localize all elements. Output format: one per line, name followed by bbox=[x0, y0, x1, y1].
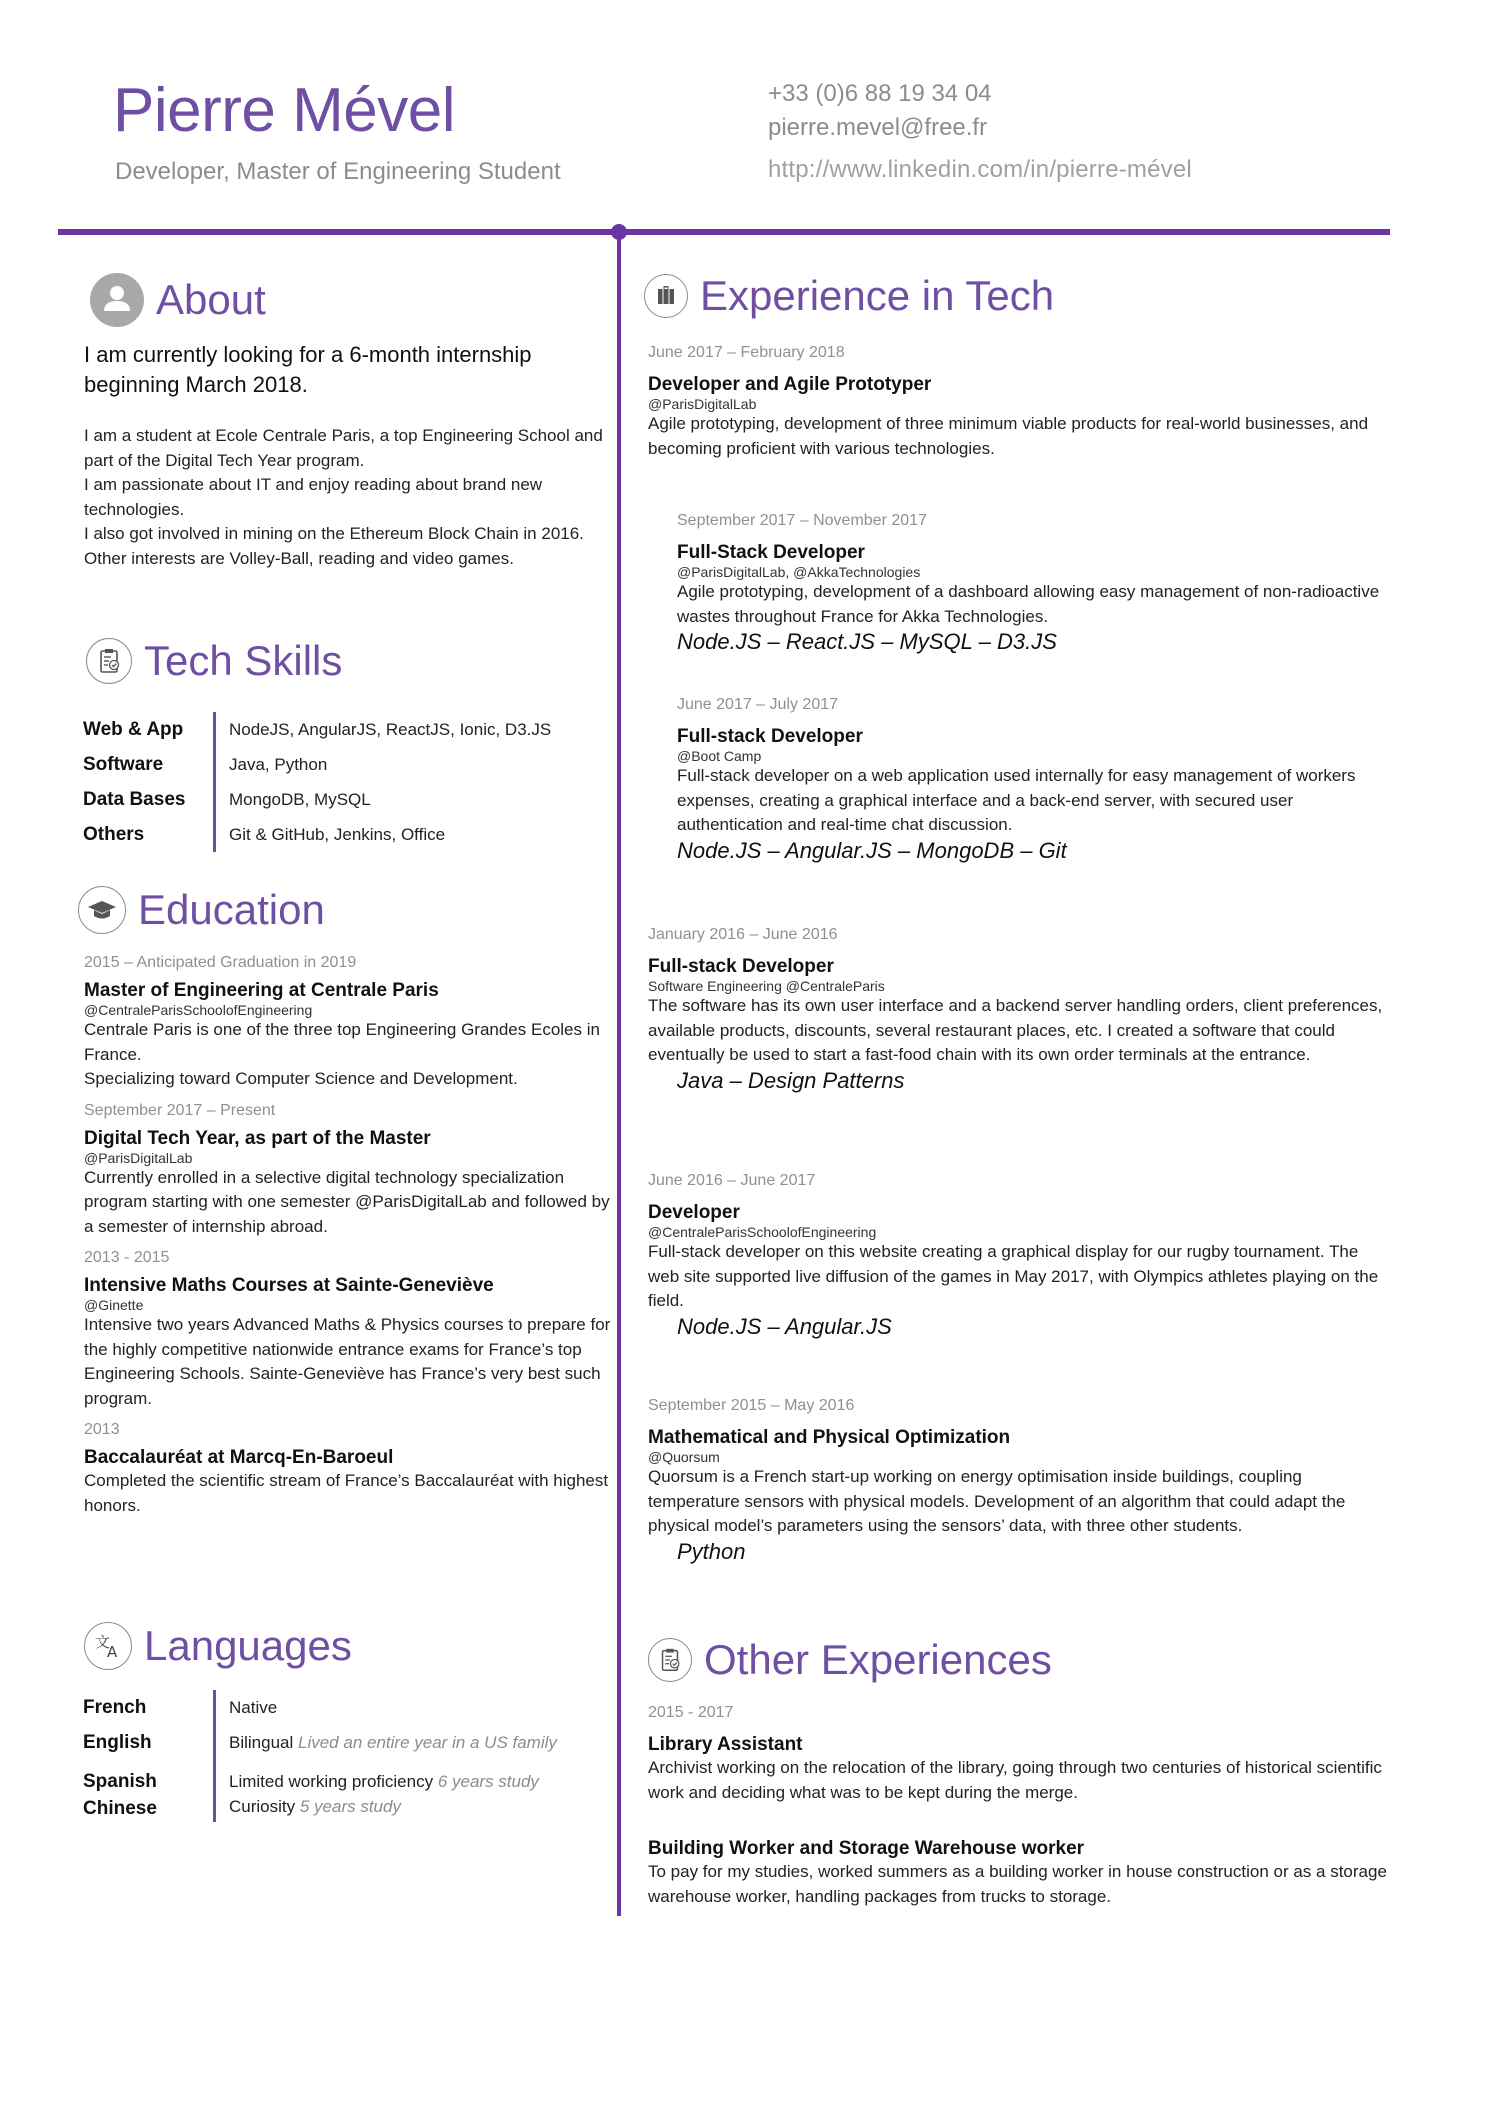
language-level-text: Native bbox=[229, 1698, 278, 1717]
education-org: @Ginette bbox=[84, 1297, 144, 1313]
experience-desc: Agile prototyping, development of a dashboard allowing easy management of non-radioactive wastes throughout France for Akka Technologies. bbox=[677, 582, 1380, 626]
education-desc: Centrale Paris is one of the three top Engineering Grandes Ecoles in France. bbox=[84, 1020, 600, 1064]
experience-desc: Full-stack developer on this website creating a graphical display for our rugby tournament. The web site supported live diffusion of the games in May 2017, with Olympics athletes playing on the field. bbox=[648, 1242, 1379, 1310]
language-note: Lived an entire year in a US family bbox=[298, 1733, 557, 1752]
experience-item bbox=[648, 1172, 1388, 1340]
experience-stack: Node.JS – Angular.JS – MongoDB – Git bbox=[677, 837, 1067, 863]
skill-value: NodeJS, AngularJS, ReactJS, Ionic, D3.JS bbox=[229, 720, 552, 739]
language-label: French bbox=[83, 1697, 147, 1718]
education-title: Education bbox=[138, 886, 325, 933]
experience-heading bbox=[644, 274, 1054, 318]
clipboard-check-icon bbox=[86, 638, 132, 684]
experience-role: Developer and Agile Prototyper bbox=[648, 374, 932, 395]
languages-bar bbox=[213, 1690, 216, 1822]
experience-org: @ParisDigitalLab bbox=[648, 396, 757, 412]
clipboard-check-icon bbox=[648, 1638, 692, 1682]
linkedin-link[interactable]: http://www.linkedin.com/in/pierre-mével bbox=[768, 156, 1192, 183]
education-desc: Specializing toward Computer Science and Development. bbox=[84, 1069, 518, 1088]
education-desc: Intensive two years Advanced Maths & Physics courses to prepare for the highly competitive nationwide entrance exams for France’s top Engineering Schools. Sainte-Geneviève has France’s very best such program. bbox=[84, 1315, 611, 1408]
education-title: Intensive Maths Courses at Sainte-Geneviève bbox=[84, 1275, 494, 1296]
about-paragraph: I am passionate about IT and enjoy reading about brand new technologies. bbox=[84, 475, 543, 519]
experience-role: Full-stack Developer bbox=[648, 956, 834, 977]
language-level-text: Curiosity bbox=[229, 1797, 296, 1816]
phone-number: +33 (0)6 88 19 34 04 bbox=[768, 80, 992, 107]
experience-desc: The software has its own user interface and a backend server handling orders, client preferences, available products, discounts, several restaurant places, etc. I created a software that could eventually be used to start a fast-food chain with its own order terminals at the entrance. bbox=[648, 996, 1383, 1064]
skill-value: Java, Python bbox=[229, 755, 328, 774]
other-role: Building Worker and Storage Warehouse worker bbox=[648, 1838, 1085, 1859]
experience-desc: Agile prototyping, development of three minimum viable products for real-world businesses, and becoming proficient with various technologies. bbox=[648, 414, 1369, 458]
tech-skills-heading bbox=[86, 638, 342, 684]
about-paragraph: I am a student at Ecole Centrale Paris, a top Engineering School and part of the Digital Tech Year program. bbox=[84, 426, 603, 470]
about-paragraph: I also got involved in mining on the Ethereum Block Chain in 2016. bbox=[84, 524, 584, 543]
experience-desc: Full-stack developer on a web application used internally for easy management of workers expenses, creating a graphical interface and a back-end server, with secured user authentication and real-time chat discussion. bbox=[677, 766, 1356, 834]
education-desc: Currently enrolled in a selective digital technology specialization program starting with one semester @ParisDigitalLab and followed by a semester of internship abroad. bbox=[84, 1167, 610, 1236]
experience-item bbox=[677, 512, 1389, 655]
education-date: September 2017 – Present bbox=[84, 1101, 276, 1119]
svg-text:A: A bbox=[107, 1643, 118, 1661]
experience-date: September 2015 – May 2016 bbox=[648, 1397, 855, 1414]
experience-stack: Node.JS – Angular.JS bbox=[677, 1313, 892, 1339]
experience-item bbox=[648, 344, 1388, 461]
divider-junction-dot bbox=[611, 224, 627, 240]
experience-item bbox=[677, 696, 1389, 864]
languages-title: Languages bbox=[144, 1622, 352, 1669]
experience-stack: Java – Design Patterns bbox=[677, 1067, 905, 1093]
about-heading bbox=[90, 273, 266, 327]
languages-table bbox=[83, 1690, 613, 1822]
about-lead: I am currently looking for a 6-month internship beginning March 2018. bbox=[84, 342, 532, 397]
other-experience-item bbox=[648, 1704, 1388, 1805]
language-label: Spanish bbox=[83, 1771, 157, 1792]
experience-role: Full-stack Developer bbox=[677, 726, 863, 747]
education-date: 2013 - 2015 bbox=[84, 1249, 170, 1266]
education-title: Master of Engineering at Centrale Paris bbox=[84, 980, 439, 1001]
experience-org: @CentraleParisSchoolofEngineering bbox=[648, 1224, 877, 1240]
language-level-text: Limited working proficiency bbox=[229, 1772, 434, 1791]
education-org: @CentraleParisSchoolofEngineering bbox=[84, 1002, 313, 1018]
header-divider bbox=[58, 229, 1390, 235]
other-experiences-heading bbox=[648, 1638, 1052, 1682]
svg-text:文: 文 bbox=[95, 1633, 111, 1651]
experience-org: @ParisDigitalLab, @AkkaTechnologies bbox=[677, 564, 921, 580]
education-date: 2015 – Anticipated Graduation in 2019 bbox=[84, 954, 357, 971]
language-note: 6 years study bbox=[437, 1772, 539, 1791]
education-item bbox=[84, 1249, 619, 1411]
education-heading bbox=[78, 886, 325, 934]
language-level bbox=[217, 1760, 613, 1795]
education-item bbox=[84, 1102, 619, 1240]
about-body bbox=[84, 424, 614, 571]
skill-label: Data Bases bbox=[83, 789, 186, 810]
skill-value: Git & GitHub, Jenkins, Office bbox=[229, 825, 446, 844]
briefcase-icon bbox=[644, 274, 688, 318]
experience-org: @Boot Camp bbox=[677, 748, 762, 764]
experience-org: Software Engineering @CentraleParis bbox=[648, 978, 885, 994]
experience-date: September 2017 – November 2017 bbox=[677, 512, 927, 529]
experience-date: January 2016 – June 2016 bbox=[648, 926, 838, 943]
language-label: English bbox=[83, 1732, 152, 1753]
experience-item bbox=[648, 1397, 1388, 1565]
about-paragraph: Other interests are Volley-Ball, reading and video games. bbox=[84, 548, 514, 568]
experience-date: June 2017 – July 2017 bbox=[677, 696, 839, 713]
other-desc: To pay for my studies, worked summers as a building worker in house construction or as a storage warehouse worker, handling packages from trucks to storage. bbox=[648, 1862, 1387, 1906]
experience-stack: Python bbox=[677, 1538, 746, 1564]
experience-item bbox=[648, 926, 1388, 1094]
education-list bbox=[84, 954, 619, 1518]
experience-stack: Node.JS – React.JS – MySQL – D3.JS bbox=[677, 629, 1057, 654]
other-experiences-title: Other Experiences bbox=[704, 1636, 1052, 1683]
about-title: About bbox=[156, 276, 266, 323]
education-org: @ParisDigitalLab bbox=[84, 1149, 193, 1166]
experience-role: Mathematical and Physical Optimization bbox=[648, 1427, 1011, 1448]
email-link[interactable]: pierre.mevel@free.fr bbox=[768, 114, 988, 141]
other-experience-item bbox=[648, 1838, 1388, 1909]
other-date: 2015 - 2017 bbox=[648, 1704, 734, 1721]
language-level-text: Bilingual bbox=[229, 1733, 294, 1752]
candidate-subtitle: Developer, Master of Engineering Student bbox=[115, 158, 561, 185]
experience-desc: Quorsum is a French start-up working on energy optimisation inside buildings, coupling temperature sensors with physical models. Development of an algorithm that could adapt the physical model’s parameters using the sensors’ data, with three other students. bbox=[648, 1467, 1346, 1535]
language-level bbox=[217, 1795, 613, 1822]
language-note: 5 years study bbox=[299, 1797, 401, 1816]
other-role: Library Assistant bbox=[648, 1734, 803, 1755]
experience-org: @Quorsum bbox=[648, 1449, 720, 1465]
education-title: Digital Tech Year, as part of the Master bbox=[84, 1127, 431, 1149]
person-icon bbox=[90, 273, 144, 327]
experience-title: Experience in Tech bbox=[700, 272, 1055, 319]
skill-label: Web & App bbox=[83, 719, 184, 740]
language-level bbox=[217, 1690, 613, 1725]
tech-skills-table bbox=[83, 712, 613, 852]
graduation-cap-icon bbox=[78, 886, 126, 934]
languages-heading bbox=[84, 1622, 352, 1670]
translate-icon bbox=[84, 1622, 132, 1670]
experience-role: Developer bbox=[648, 1202, 740, 1223]
experience-role: Full-Stack Developer bbox=[677, 542, 865, 563]
education-item bbox=[84, 954, 619, 1092]
education-desc: Completed the scientific stream of France’s Baccalauréat with highest honors. bbox=[84, 1471, 609, 1515]
other-desc: Archivist working on the relocation of the library, going through two centuries of historical scientific work and deciding what was to be kept during the merge. bbox=[648, 1758, 1382, 1802]
skills-bar bbox=[213, 712, 216, 852]
language-label: Chinese bbox=[83, 1798, 157, 1819]
skill-label: Others bbox=[83, 824, 145, 845]
experience-date: June 2016 – June 2017 bbox=[648, 1172, 816, 1189]
education-item bbox=[84, 1421, 619, 1518]
education-title: Baccalauréat at Marcq-En-Baroeul bbox=[84, 1447, 394, 1468]
tech-skills-title: Tech Skills bbox=[144, 637, 343, 684]
experience-date: June 2017 – February 2018 bbox=[648, 344, 845, 361]
education-date: 2013 bbox=[84, 1421, 120, 1438]
skill-value: MongoDB, MySQL bbox=[229, 790, 371, 809]
language-level bbox=[217, 1725, 613, 1760]
skill-label: Software bbox=[83, 754, 164, 775]
candidate-name: Pierre Mével bbox=[113, 76, 455, 145]
